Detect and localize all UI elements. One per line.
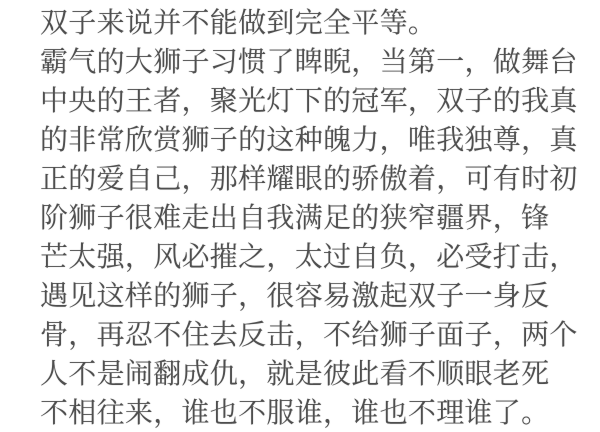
article-text xyxy=(40,3,585,432)
text-line-clipped: 不相往来，谁也不服谁，谁也不理谁了。 xyxy=(40,396,550,429)
text-line: 遇见这样的狮子，很容易激起双子一身反 xyxy=(40,279,550,312)
text-line: 骨，再忍不住去反击，不给狮子面子，两个 xyxy=(40,318,578,351)
text-line: 人不是闹翻成仇，就是彼此看不顺眼老死 xyxy=(40,357,550,390)
text-line: 芒太强，风必摧之，太过自负，必受打击， xyxy=(40,240,578,273)
text-line: 正的爱自己，那样耀眼的骄傲着，可有时初 xyxy=(40,162,578,195)
text-line: 阶狮子很难走出自我满足的狭窄疆界，锋 xyxy=(40,201,550,234)
text-line: 的非常欣赏狮子的这种魄力，唯我独尊，真 xyxy=(40,123,578,156)
text-line: 霸气的大狮子习惯了睥睨，当第一，做舞台 xyxy=(40,45,578,78)
text-line: 双子来说并不能做到完全平等。 xyxy=(40,6,437,39)
text-line: 中央的王者，聚光灯下的冠军，双子的我真 xyxy=(40,84,578,117)
